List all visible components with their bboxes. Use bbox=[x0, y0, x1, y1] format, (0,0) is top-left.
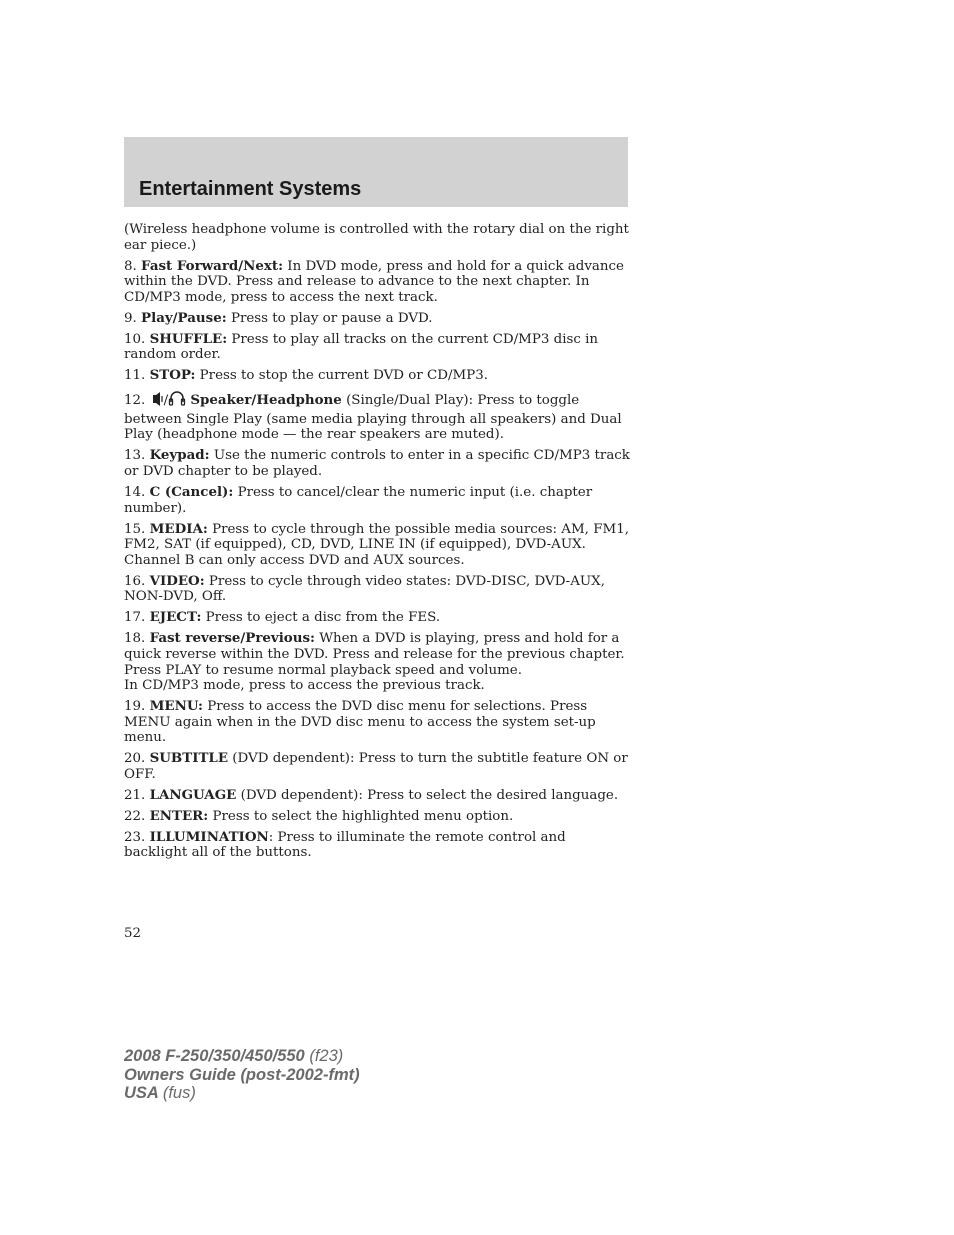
list-item-18: 18. Fast reverse/Previous: When a DVD is playing, press and hold for a quick reverse within the DVD. Press and release for the previous chapter. Press PLAY to resume normal playback speed and volume. In CD/MP3 mode, press to access the previous track. bbox=[124, 630, 625, 694]
list-item-20: 20. SUBTITLE (DVD dependent): Press to turn the subtitle feature ON or OFF. bbox=[124, 750, 628, 782]
list-item-12: 12. / Speaker/Headphone (Single/Dual Play): Press to toggle between Single Play (same media playing through all speakers) and Dual Play (headphone mode — the rear speakers are muted). bbox=[124, 389, 630, 443]
document-footer bbox=[124, 1047, 360, 1103]
list-item-15-note: Channel B can only access DVD and AUX sources. bbox=[124, 552, 465, 568]
list-item-14: 14. C (Cancel): Press to cancel/clear the numeric input (i.e. chapter number). bbox=[124, 484, 593, 516]
list-item-11: 11. STOP: Press to stop the current DVD or CD/MP3. bbox=[124, 367, 489, 384]
intro-paragraph: (Wireless headphone volume is controlled with the rotary dial on the right ear piece.) bbox=[124, 222, 629, 253]
footer-line-guide: Owners Guide (post-2002-fmt) bbox=[124, 1065, 360, 1084]
speaker-icon bbox=[150, 391, 164, 412]
list-item-19: 19. MENU: Press to access the DVD disc menu for selections. Press MENU again when in the DVD disc menu to access the system set-up menu. bbox=[124, 698, 596, 746]
list-item-22: 22. ENTER: Press to select the highlighted menu option. bbox=[124, 807, 514, 824]
footer-line-market: USA (fus) bbox=[124, 1084, 196, 1102]
list-item-17: 17. EJECT: Press to eject a disc from the FES. bbox=[124, 609, 441, 626]
page-number: 52 bbox=[124, 926, 142, 941]
list-item-23: 23. ILLUMINATION: Press to illuminate the remote control and backlight all of the buttons. bbox=[124, 828, 566, 861]
page-body bbox=[124, 222, 630, 866]
list-item-15: 15. MEDIA: Press to cycle through the possible media sources: AM, FM1, FM2, SAT (if equipped), CD, DVD, LINE IN (if equipped), DVD-AUX. Channel B can only access DVD and AUX sources. bbox=[124, 520, 629, 568]
section-title: Entertainment Systems bbox=[139, 178, 362, 200]
list-item-18-note: In CD/MP3 mode, press to access the previous track. bbox=[124, 678, 485, 694]
headphone-icon bbox=[168, 389, 186, 412]
section-header bbox=[124, 137, 628, 207]
list-item-9: 9. Play/Pause: Press to play or pause a DVD. bbox=[124, 309, 433, 326]
list-item-16: 16. VIDEO: Press to cycle through video states: DVD-DISC, DVD-AUX, NON-DVD, Off. bbox=[124, 572, 605, 605]
list-item-10: 10. SHUFFLE: Press to play all tracks on the current CD/MP3 disc in random order. bbox=[124, 330, 599, 363]
list-item-21: 21. LANGUAGE (DVD dependent): Press to select the desired language. bbox=[124, 786, 619, 803]
footer-line-model: 2008 F-250/350/450/550 (f23) bbox=[124, 1047, 344, 1065]
list-item-13: 13. Keypad: Use the numeric controls to enter in a specific CD/MP3 track or DVD chapter to be played. bbox=[124, 447, 630, 480]
list-item-8: 8. Fast Forward/Next: In DVD mode, press and hold for a quick advance within the DVD. Press and release to advance to the next chapter. In CD/MP3 mode, press to access the next track. bbox=[124, 257, 624, 305]
